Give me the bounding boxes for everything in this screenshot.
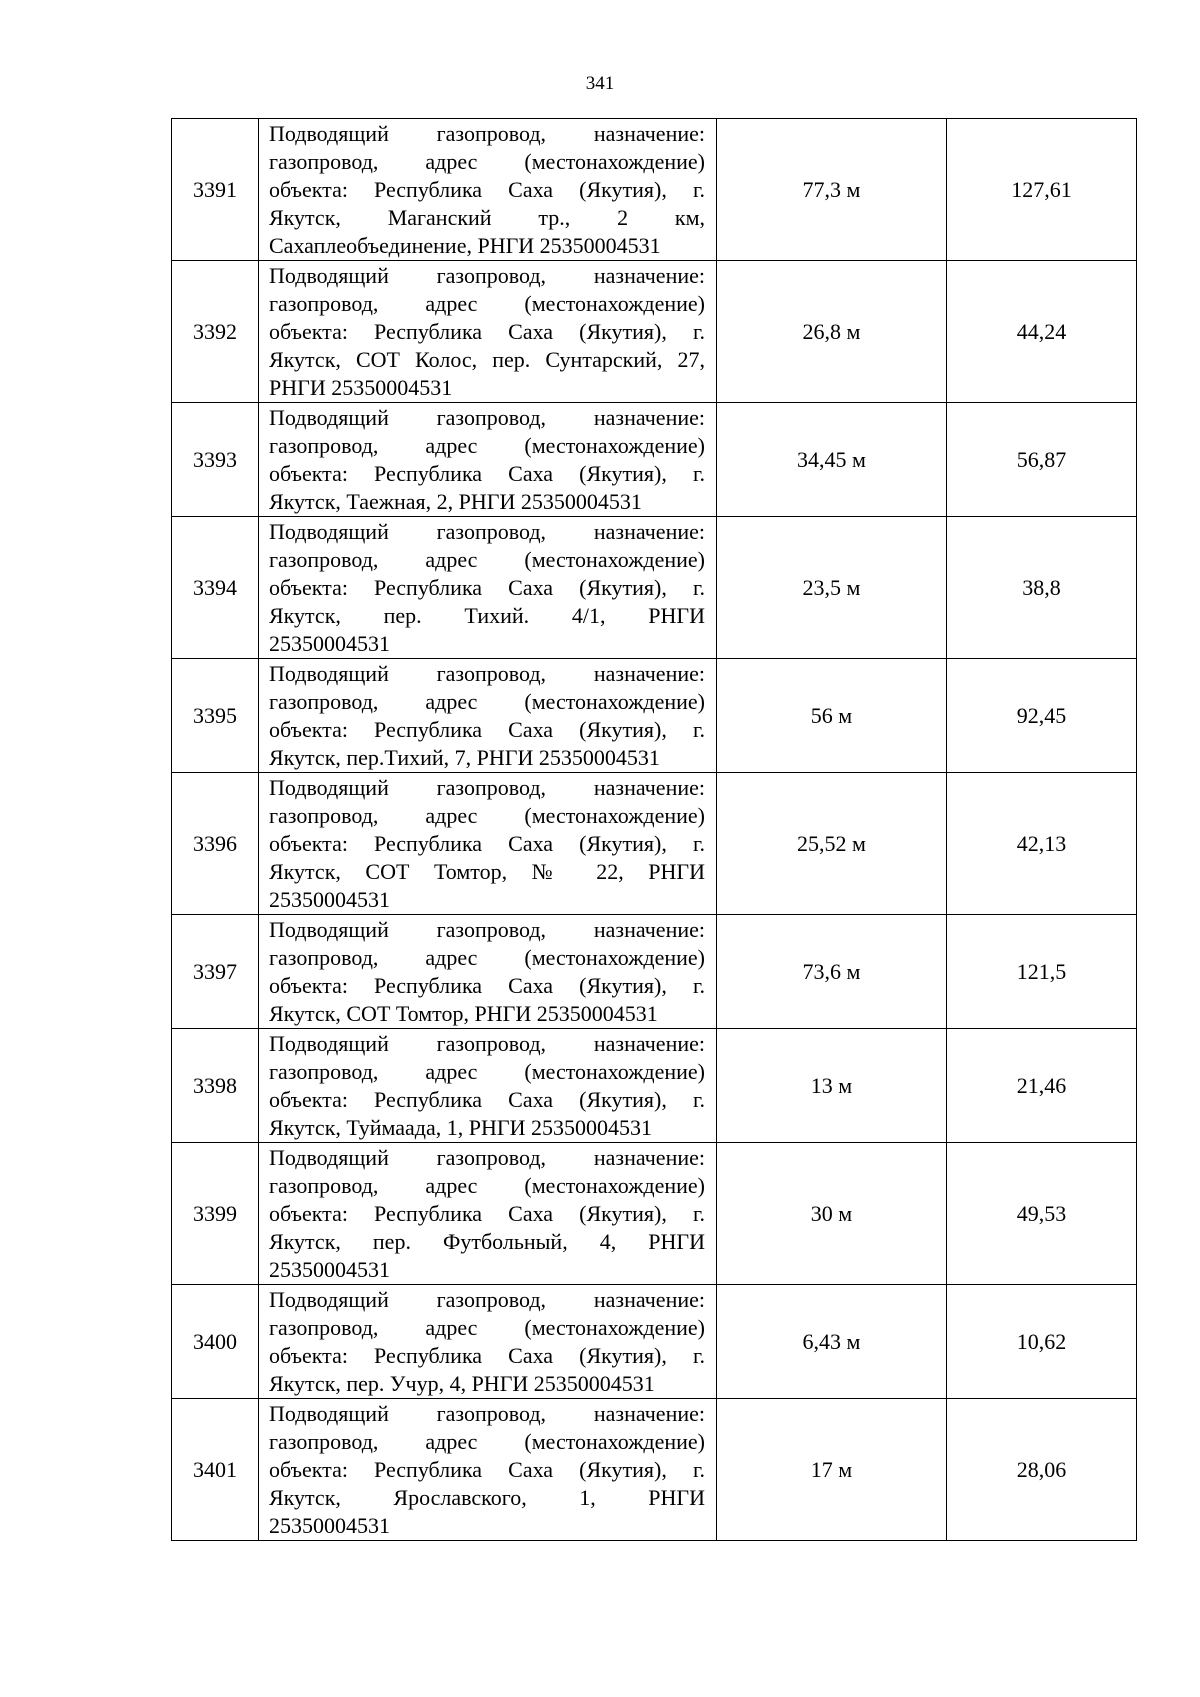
description-line: газопровод, адрес (местонахождение): [269, 945, 705, 970]
description-line: Подводящий газопровод, назначение:: [269, 405, 705, 430]
row-number-cell: 3401: [172, 1399, 259, 1541]
description-line: объекта: Республика Саха (Якутия), г.: [269, 461, 705, 486]
description-line: Подводящий газопровод, назначение:: [269, 263, 705, 288]
description-cell: [259, 1029, 717, 1143]
table-row: [172, 1399, 1137, 1541]
description-line: Подводящий газопровод, назначение:: [269, 775, 705, 800]
table-body: [172, 119, 1137, 1541]
row-number-cell: 3392: [172, 261, 259, 403]
description-line: РНГИ 25350004531: [269, 375, 453, 400]
table-row: [172, 261, 1137, 403]
value-cell: 121,5: [947, 915, 1137, 1029]
description-line: Якутск, Туймаада, 1, РНГИ 25350004531: [269, 1115, 652, 1140]
value-cell: 44,24: [947, 261, 1137, 403]
value-cell: 42,13: [947, 773, 1137, 915]
description-line: 25350004531: [269, 631, 390, 656]
description-line: объекта: Республика Саха (Якутия), г.: [269, 831, 705, 856]
description-line: газопровод, адрес (местонахождение): [269, 803, 705, 828]
description-cell: [259, 261, 717, 403]
description-line: 25350004531: [269, 1513, 390, 1538]
description-line: объекта: Республика Саха (Якутия), г.: [269, 1087, 705, 1112]
value-cell: 49,53: [947, 1143, 1137, 1285]
table-row: [172, 1285, 1137, 1399]
description-line: объекта: Республика Саха (Якутия), г.: [269, 319, 705, 344]
description-line: газопровод, адрес (местонахождение): [269, 1315, 705, 1340]
table-row: [172, 1029, 1137, 1143]
description-cell: [259, 1285, 717, 1399]
description-line: газопровод, адрес (местонахождение): [269, 433, 705, 458]
table-row: [172, 517, 1137, 659]
length-cell: 56 м: [717, 659, 947, 773]
description-line: Подводящий газопровод, назначение:: [269, 661, 705, 686]
row-number-cell: 3397: [172, 915, 259, 1029]
description-line: Подводящий газопровод, назначение:: [269, 1401, 705, 1426]
length-cell: 73,6 м: [717, 915, 947, 1029]
row-number-cell: 3393: [172, 403, 259, 517]
description-line: Якутск, пер. Учур, 4, РНГИ 25350004531: [269, 1371, 655, 1396]
description-line: газопровод, адрес (местонахождение): [269, 547, 705, 572]
description-cell: [259, 1143, 717, 1285]
description-line: объекта: Республика Саха (Якутия), г.: [269, 575, 705, 600]
row-number-cell: 3396: [172, 773, 259, 915]
description-line: Якутск, пер. Тихий. 4/1, РНГИ: [269, 603, 705, 628]
row-number-cell: 3395: [172, 659, 259, 773]
description-line: объекта: Республика Саха (Якутия), г.: [269, 177, 705, 202]
table-row: [172, 403, 1137, 517]
description-line: Якутск, Таежная, 2, РНГИ 25350004531: [269, 489, 642, 514]
description-line: объекта: Республика Саха (Якутия), г.: [269, 973, 705, 998]
description-cell: [259, 119, 717, 261]
length-cell: 25,52 м: [717, 773, 947, 915]
description-line: Якутск, Ярославского, 1, РНГИ: [269, 1485, 705, 1510]
value-cell: 127,61: [947, 119, 1137, 261]
table-row: [172, 915, 1137, 1029]
row-number-cell: 3391: [172, 119, 259, 261]
description-cell: [259, 915, 717, 1029]
description-line: Подводящий газопровод, назначение:: [269, 917, 705, 942]
value-cell: 92,45: [947, 659, 1137, 773]
table-row: [172, 119, 1137, 261]
value-cell: 56,87: [947, 403, 1137, 517]
value-cell: 21,46: [947, 1029, 1137, 1143]
description-line: объекта: Республика Саха (Якутия), г.: [269, 717, 705, 742]
length-cell: 77,3 м: [717, 119, 947, 261]
description-cell: [259, 659, 717, 773]
page-number: 341: [585, 73, 615, 94]
table-row: [172, 659, 1137, 773]
description-cell: [259, 773, 717, 915]
description-line: газопровод, адрес (местонахождение): [269, 689, 705, 714]
length-cell: 34,45 м: [717, 403, 947, 517]
table-row: [172, 773, 1137, 915]
description-line: Якутск, СОТ Колос, пер. Сунтарский, 27,: [269, 347, 705, 372]
row-number-cell: 3398: [172, 1029, 259, 1143]
description-line: газопровод, адрес (местонахождение): [269, 291, 705, 316]
length-cell: 26,8 м: [717, 261, 947, 403]
description-line: 25350004531: [269, 1257, 390, 1282]
row-number-cell: 3399: [172, 1143, 259, 1285]
length-cell: 30 м: [717, 1143, 947, 1285]
length-cell: 6,43 м: [717, 1285, 947, 1399]
description-line: газопровод, адрес (местонахождение): [269, 149, 705, 174]
description-line: Якутск, СОТ Томтор, РНГИ 25350004531: [269, 1001, 658, 1026]
description-line: газопровод, адрес (местонахождение): [269, 1173, 705, 1198]
description-line: Якутск, пер. Футбольный, 4, РНГИ: [269, 1229, 705, 1254]
length-cell: 17 м: [717, 1399, 947, 1541]
value-cell: 38,8: [947, 517, 1137, 659]
length-cell: 23,5 м: [717, 517, 947, 659]
row-number-cell: 3400: [172, 1285, 259, 1399]
description-line: Подводящий газопровод, назначение:: [269, 1287, 705, 1312]
description-line: газопровод, адрес (местонахождение): [269, 1429, 705, 1454]
value-cell: 10,62: [947, 1285, 1137, 1399]
description-line: Подводящий газопровод, назначение:: [269, 1031, 705, 1056]
row-number-cell: 3394: [172, 517, 259, 659]
description-line: 25350004531: [269, 887, 390, 912]
value-cell: 28,06: [947, 1399, 1137, 1541]
description-line: Сахаплеобъединение, РНГИ 25350004531: [269, 233, 661, 258]
description-cell: [259, 517, 717, 659]
description-cell: [259, 403, 717, 517]
description-line: Подводящий газопровод, назначение:: [269, 519, 705, 544]
description-line: Подводящий газопровод, назначение:: [269, 1145, 705, 1170]
description-line: Якутск, пер.Тихий, 7, РНГИ 25350004531: [269, 745, 660, 770]
description-line: Якутск, Маганский тр., 2 км,: [269, 205, 705, 230]
description-cell: [259, 1399, 717, 1541]
description-line: объекта: Республика Саха (Якутия), г.: [269, 1457, 705, 1482]
description-line: объекта: Республика Саха (Якутия), г.: [269, 1343, 705, 1368]
property-table: [171, 118, 1137, 1541]
description-line: Подводящий газопровод, назначение:: [269, 121, 705, 146]
description-line: газопровод, адрес (местонахождение): [269, 1059, 705, 1084]
length-cell: 13 м: [717, 1029, 947, 1143]
table-row: [172, 1143, 1137, 1285]
description-line: Якутск, СОТ Томтор, № 22, РНГИ: [269, 859, 705, 884]
description-line: объекта: Республика Саха (Якутия), г.: [269, 1201, 705, 1226]
